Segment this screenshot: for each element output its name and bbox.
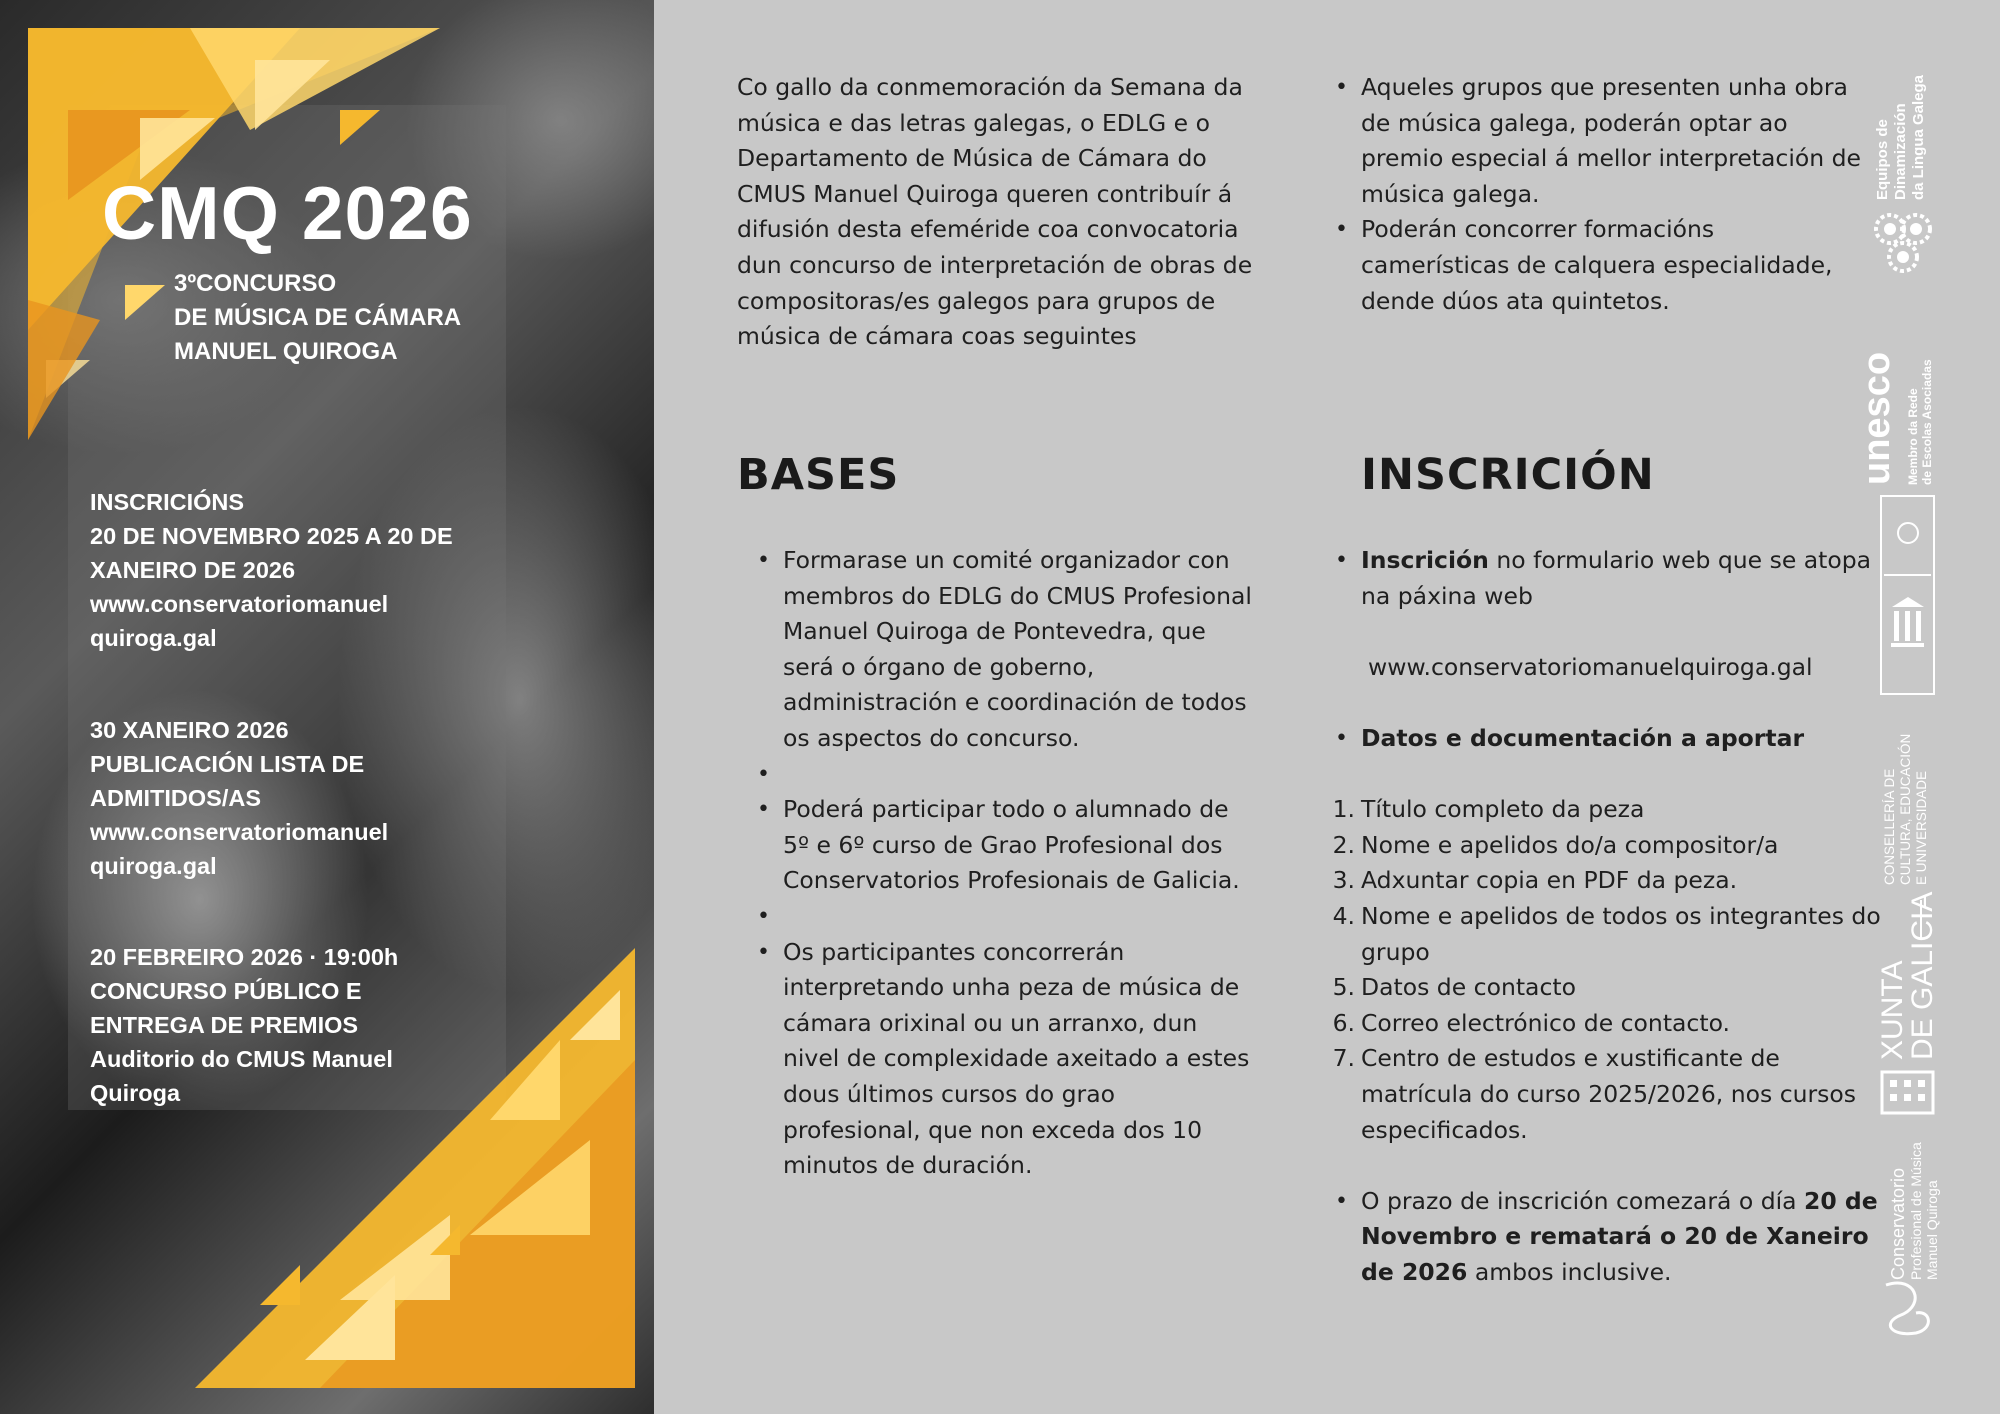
poster-title: CMQ 2026	[102, 171, 473, 255]
schedule-line: 20 FEBREIRO 2026 · 19:00h	[90, 944, 399, 970]
unesco-emblem	[1880, 495, 1935, 695]
schedule-link[interactable]: www.conservatoriomanuel	[90, 591, 389, 617]
docs-heading: • Datos e documentación a aportar	[1315, 721, 1881, 757]
triangle-bottom-4	[490, 1040, 560, 1120]
subtitle-line: MANUEL QUIROGA	[174, 338, 398, 365]
intro-paragraph	[737, 70, 1257, 355]
temple-icon	[1882, 497, 1933, 693]
edlg-logo-text: Equipos de Dinamización da Lingua Galega	[1874, 74, 1927, 200]
schedule-inscricions	[90, 485, 453, 655]
unesco-subtext: Membro da Rede de Escolas Asociadas	[1906, 359, 1934, 485]
subtitle-line: 3ºCONCURSO	[174, 270, 337, 297]
schedule-line: INSCRICIÓNS	[90, 489, 245, 515]
schedule-line: 30 XANEIRO 2026	[90, 717, 289, 743]
schedule-publicacion	[90, 713, 388, 883]
unesco-logo: unesco	[1856, 351, 1898, 485]
schedule-link[interactable]: quiroga.gal	[90, 625, 217, 651]
logo-strip	[1856, 40, 1980, 1360]
inscricion-heading: INSCRICIÓN	[1361, 450, 1655, 500]
docs-list	[1315, 792, 1881, 1148]
list-item: 5. Datos de contacto	[1332, 973, 1576, 1002]
list-item: 4. Nome e apelidos de todos os integrantes do grupo	[1332, 901, 1881, 966]
inscricion-section	[1332, 543, 1881, 1290]
bases-list	[737, 543, 1257, 1184]
xunta-logo-text: XUNTA DE GALICIA	[1876, 891, 1939, 1060]
xunta-shield-icon	[1880, 1070, 1935, 1115]
triangle-top-3	[190, 28, 440, 130]
triangle-bottom-8	[260, 1265, 300, 1305]
bases-heading: BASES	[737, 450, 900, 500]
list-item: 7. Centro de estudos e xustificante de matrícula do curso 2025/2026, nos cursos especificados.	[1332, 1044, 1857, 1144]
clef-icon	[1876, 1275, 1936, 1340]
list-item: • Aqueles grupos que presenten unha obra de música galega, poderán optar ao premio especial á mellor interpretación de música galega.	[1315, 70, 1861, 212]
schedule-link[interactable]: www.conservatoriomanuel	[90, 819, 389, 845]
gears-icon	[1868, 205, 1938, 305]
conservatorio-logo-text: Conservatorio Profesional de Música Manuel Quiroga	[1888, 1142, 1940, 1280]
inscricion-text: no formulario web que se atopa na páxina web	[1361, 546, 1872, 610]
schedule-line: Auditorio do CMUS Manuel	[90, 1046, 393, 1072]
schedule-line: XANEIRO DE 2026	[90, 557, 296, 583]
schedule-line: ENTREGA DE PREMIOS	[90, 1012, 359, 1038]
intro-bullets	[1361, 70, 1861, 319]
registration-url[interactable]: www.conservatoriomanuelquiroga.gal	[1368, 652, 1813, 681]
schedule-concurso	[90, 940, 398, 1110]
triangle-top-10	[28, 300, 100, 440]
triangle-top-5	[340, 110, 380, 145]
schedule-line: CONCURSO PÚBLICO E	[90, 978, 362, 1004]
inscricion-bold: Inscrición	[1361, 546, 1489, 574]
conselleria-text: CONSELLERÍA DE CULTURA, EDUCACIÓN E UNIVERSIDADE	[1882, 733, 1929, 885]
list-item: • Formarase un comité organizador con membros do EDLG do CMUS Profesional Manuel Quiroga de Pontevedra, que será o órgano de goberno, administración e coordinación de todos os aspectos do concurso.	[737, 543, 1257, 757]
schedule-link[interactable]: quiroga.gal	[90, 853, 217, 879]
list-item: • Os participantes concorrerán interpretando unha peza de música de cámara orixinal ou un arranxo, dun nivel de complexidade axeitado a estes dous últimos cursos do grao profesional, que non exceda dos 10 minutos de duración.	[737, 935, 1257, 1184]
schedule-line: 20 DE NOVEMBRO 2025 A 20 DE	[90, 523, 453, 549]
poster-photo-panel	[0, 0, 654, 1414]
subtitle-line: DE MÚSICA DE CÁMARA	[174, 304, 462, 331]
intro-text: Co gallo da conmemoración da Semana da música e das letras galegas, o EDLG e o Departamento de Música de Cámara do CMUS Manuel Quiroga queren contribuír á difusión desta efeméride coa convocatoria dun concurso de interpretación de obras de compositoras/es galegos para grupos de música de cámara coas seguintes	[737, 73, 1253, 351]
list-item: 6. Correo electrónico de contacto.	[1332, 1008, 1731, 1037]
list-item: 3. Adxuntar copia en PDF da peza.	[1332, 866, 1738, 895]
list-item	[1315, 543, 1881, 614]
poster-subtitle	[174, 267, 461, 369]
schedule-line: Quiroga	[90, 1080, 181, 1106]
schedule-line: ADMITIDOS/AS	[90, 785, 262, 811]
triangle-top-4	[255, 60, 330, 130]
list-item: • Poderán concorrer formacións camerísticas de calquera especialidade, dende dúos ata quintetos.	[1315, 212, 1861, 319]
triangle-top-8	[125, 285, 165, 320]
deadline-item: • O prazo de inscrición comezará o día 20 de Novembro e rematará o 20 de Xaneiro de 2026 ambos inclusive.	[1315, 1184, 1881, 1291]
list-item: • Poderá participar todo o alumnado de 5º e 6º curso de Grao Profesional dos Conservatorios Profesionais de Galicia.	[737, 792, 1257, 899]
schedule-line: PUBLICACIÓN LISTA DE	[90, 751, 365, 777]
list-item: 1. Título completo da peza	[1332, 795, 1645, 824]
list-item: 2. Nome e apelidos do/a compositor/a	[1332, 830, 1779, 859]
